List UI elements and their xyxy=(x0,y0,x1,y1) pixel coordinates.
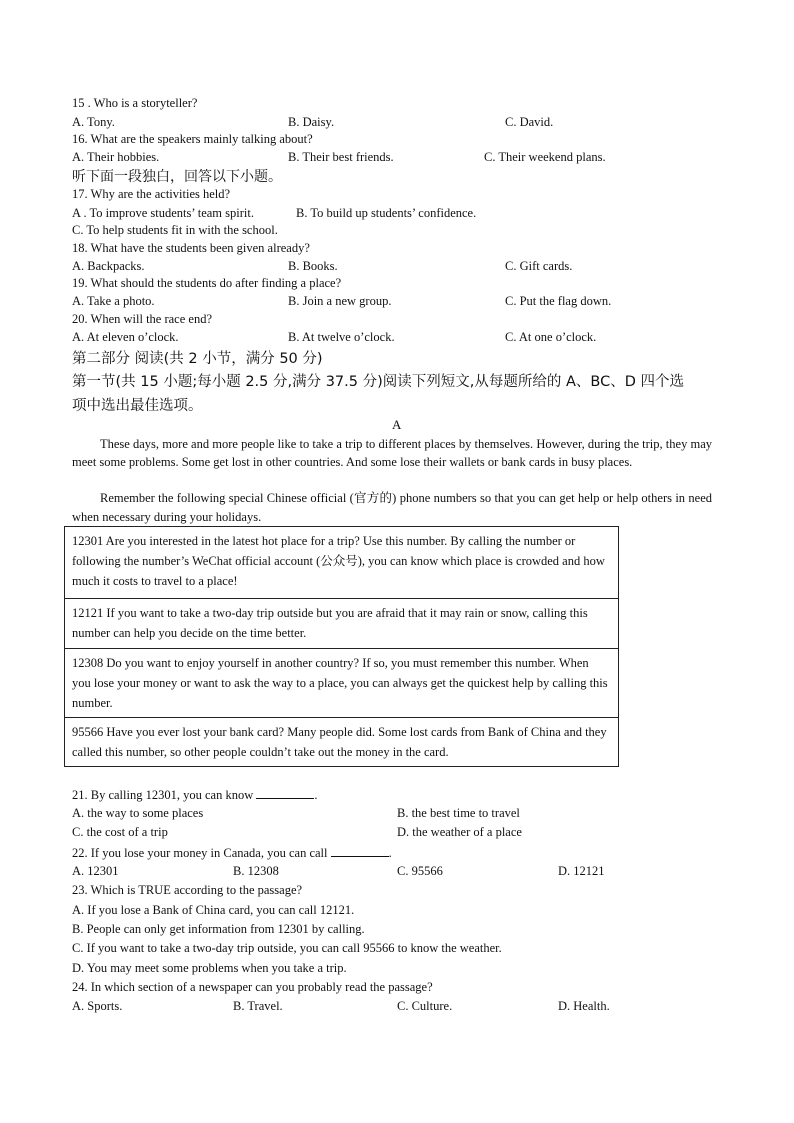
option-15a: A. Tony. xyxy=(72,115,115,129)
question-19: 19. What should the students do after finding a place? xyxy=(72,276,342,290)
option-16c: C. Their weekend plans. xyxy=(484,150,606,164)
answer-blank xyxy=(331,845,389,857)
option-18b: B. Books. xyxy=(288,259,338,273)
option-24b: B. Travel. xyxy=(233,999,283,1013)
option-24a: A. Sports. xyxy=(72,999,123,1013)
option-22c: C. 95566 xyxy=(397,864,443,878)
option-20c: C. At one o’clock. xyxy=(505,330,597,344)
table-row-12308: 12308 Do you want to enjoy yourself in another country? If so, you must remember this number. When you lose your money or want to ask the way to a place, you can always get the quickest help by calling this number. xyxy=(65,649,618,718)
section-instruction-line1: 第一节(共 15 小题;每小题 2.5 分,满分 37.5 分)阅读下列短文,从每题所给的 A、BC、D 四个选 xyxy=(72,374,684,390)
option-24c: C. Culture. xyxy=(397,999,453,1013)
question-20: 20. When will the race end? xyxy=(72,312,212,326)
option-23d: D. You may meet some problems when you take a trip. xyxy=(72,961,347,975)
option-24d: D. Health. xyxy=(558,999,610,1013)
option-17c: C. To help students fit in with the school. xyxy=(72,223,278,237)
question-22-end: . xyxy=(388,846,392,860)
passage-paragraph-2: Remember the following special Chinese official (官方的) phone numbers so that you can get help or help others in need when necessary during your holidays. xyxy=(72,491,712,524)
question-22-text: 22. If you lose your money in Canada, you can call xyxy=(72,846,328,860)
option-19c: C. Put the flag down. xyxy=(505,294,612,308)
option-18c: C. Gift cards. xyxy=(505,259,573,273)
option-18a: A. Backpacks. xyxy=(72,259,145,273)
option-21a: A. the way to some places xyxy=(72,806,204,820)
option-21d: D. the weather of a place xyxy=(397,825,522,839)
question-15: 15 . Who is a storyteller? xyxy=(72,96,198,110)
question-21-end: . xyxy=(314,788,318,802)
option-17b: B. To build up students’ confidence. xyxy=(296,206,477,220)
option-22a: A. 12301 xyxy=(72,864,119,878)
question-17: 17. Why are the activities held? xyxy=(72,187,231,201)
table-row-12121: 12121 If you want to take a two-day trip outside but you are afraid that it may rain or snow, calling this number can help you decide on the time better. xyxy=(65,599,618,649)
table-row-95566: 95566 Have you ever lost your bank card? Many people did. Some lost cards from Bank of China and they called this number, so other people couldn’t take out the money in the card. xyxy=(72,725,607,759)
question-22 xyxy=(72,845,392,861)
option-22d: D. 12121 xyxy=(558,864,605,878)
question-23: 23. Which is TRUE according to the passage? xyxy=(72,883,303,897)
reading-part-title: 第二部分 阅读(共 2 小节，满分 50 分) xyxy=(72,351,323,367)
monologue-instruction: 听下面一段独白，回答以下小题。 xyxy=(72,169,282,185)
option-15c: C. David. xyxy=(505,115,554,129)
option-21b: B. the best time to travel xyxy=(397,806,520,820)
question-24: 24. In which section of a newspaper can you probably read the passage? xyxy=(72,980,433,994)
option-23a: A. If you lose a Bank of China card, you can call 12121. xyxy=(72,903,355,917)
option-19b: B. Join a new group. xyxy=(288,294,392,308)
phone-number-table xyxy=(64,526,619,767)
question-21-text: 21. By calling 12301, you can know xyxy=(72,788,254,802)
option-22b: B. 12308 xyxy=(233,864,279,878)
passage-letter: A xyxy=(392,417,402,432)
question-16: 16. What are the speakers mainly talking about? xyxy=(72,132,313,146)
option-16b: B. Their best friends. xyxy=(288,150,394,164)
option-23c: C. If you want to take a two-day trip outside, you can call 95566 to know the weather. xyxy=(72,941,502,955)
option-16a: A. Their hobbies. xyxy=(72,150,160,164)
passage-paragraph-1: These days, more and more people like to take a trip to different places by themselves. However, during the trip, they may meet some problems. Some get lost in other countries. And some lose their wallets or bank cards in busy places. xyxy=(72,437,712,469)
option-20a: A. At eleven o’clock. xyxy=(72,330,179,344)
question-21 xyxy=(72,787,317,803)
option-17a: A . To improve students’ team spirit. xyxy=(72,206,254,220)
option-23b: B. People can only get information from 12301 by calling. xyxy=(72,922,365,936)
option-20b: B. At twelve o’clock. xyxy=(288,330,395,344)
question-18: 18. What have the students been given already? xyxy=(72,241,310,255)
option-19a: A. Take a photo. xyxy=(72,294,155,308)
option-21c: C. the cost of a trip xyxy=(72,825,168,839)
option-15b: B. Daisy. xyxy=(288,115,335,129)
table-row-12301: 12301 Are you interested in the latest hot place for a trip? Use this number. By calling the number or following the number’s WeChat official account (公众号), you can know which place is crowded and how much it costs to travel to a place! xyxy=(65,527,618,599)
section-instruction-line2: 项中选出最佳选项。 xyxy=(72,398,203,414)
answer-blank xyxy=(256,787,314,799)
